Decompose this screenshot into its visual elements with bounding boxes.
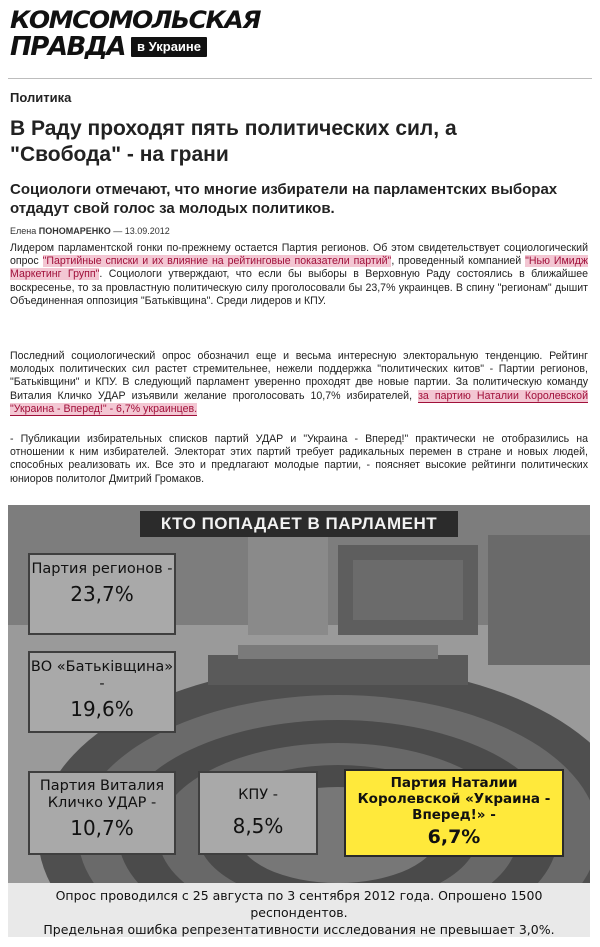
p2-text-a: Последний социологический опрос обозначил еще и весьма интересную электоральную тенденцию. Рейтинг молодых политических сил растет стремительнее, нежели поддержка "политических китов" - Партии регионов, "Батьківщини" и КПУ. В следующий парламент уверенно проходят две новые партии. За политическую команду Виталия Кличко УДАР изъявили желание проголосовать 10,7% избирателей,: [10, 350, 588, 402]
tile-name: ВО «Батьківщина» -: [30, 659, 174, 692]
p1-text-c: , проведенный компанией: [391, 255, 526, 268]
article-headline: В Раду проходят пять политических сил, а "Свобода" - на грани: [10, 117, 457, 166]
tile-udar: [28, 771, 176, 855]
header-divider: [8, 78, 592, 79]
p1-text-a: Лидером парламентской гонки по-прежнему остается Партия регионов. Об этом свидетельствует социологический опрос: [10, 242, 588, 268]
logo-edition-badge: в Украине: [131, 37, 207, 57]
tile-name: Партия регионов -: [31, 561, 173, 577]
publish-date: — 13.09.2012: [113, 226, 170, 236]
infographic-title: КТО ПОПАДАЕТ В ПАРЛАМЕНТ: [140, 511, 458, 537]
article-subhead: Социологи отмечают, что многие избиратели на парламентских выборах отдадут свой голос за молодых политиков.: [10, 181, 558, 217]
tile-name: КПУ -: [238, 787, 278, 803]
tile-kpu: [198, 771, 318, 855]
byline: [10, 226, 170, 236]
footnote-line-1: Опрос проводился с 25 августа по 3 сентября 2012 года. Опрошено 1500 респондентов.: [55, 888, 543, 920]
paragraph-2: [10, 350, 588, 416]
tile-party-regions: [28, 553, 176, 635]
tile-value: 8,5%: [232, 814, 284, 838]
newspaper-logo[interactable]: [10, 6, 260, 62]
infographic: [8, 505, 590, 937]
section-label[interactable]: Политика: [10, 90, 72, 105]
p2-highlight: за партию Наталии Королевской "Украина - Вперед!" - 6,7% украинцев.: [10, 389, 588, 415]
tile-value: 19,6%: [70, 697, 134, 721]
tile-value: 23,7%: [70, 582, 134, 606]
tile-name: Партия Наталии Королевской «Украина - Вперед!» -: [357, 775, 551, 823]
p1-highlight-survey: "Партийные списки и их влияние на рейтинговые показатели партий": [42, 255, 392, 268]
author-first-name: Елена: [10, 226, 37, 236]
tile-name: Партия Виталия Кличко УДАР -: [39, 778, 165, 811]
tile-value: 10,7%: [70, 816, 134, 840]
p1-text-e: . Социологи утверждают, что если бы выборы в Верховную Раду состоялись в ближайшее воскресенье, то за провластную политическую силу проголосовали бы 23,7% украинцев. В спину "регионам" дышит Объединенная оппозиция "Батьківщина". Среди лидеров и КПУ.: [10, 268, 588, 307]
tile-batkivshchyna: [28, 651, 176, 733]
logo-line2: ПРАВДА: [10, 32, 126, 62]
logo-line1: КОМСОМОЛЬСКАЯ: [10, 6, 260, 34]
author-last-name[interactable]: ПОНОМАРЕНКО: [38, 226, 111, 236]
paragraph-1: [10, 242, 588, 308]
footnote-line-2: Предельная ошибка репрезентативности исследования не превышает 3,0%.: [43, 922, 555, 937]
tile-ukraine-forward: [344, 769, 564, 857]
paragraph-3: - Публикации избирательных списков партий УДАР и "Украина - Вперед!" практически не отобразились на отношении к ним избирателей. Электорат этих партий требует радикальных перемен в стране и новых людей, способных реализовать их. Все это и предлагают молодые партии, - поясняет высокие рейтинги политических юниоров политолог Дмитрий Громаков.: [10, 433, 588, 485]
logo-line2-row: [10, 34, 255, 60]
infographic-footnote: [8, 883, 590, 937]
p1-highlight-company: "Нью Имидж Маркетинг Групп": [10, 255, 588, 281]
tile-value: 6,7%: [427, 826, 481, 848]
